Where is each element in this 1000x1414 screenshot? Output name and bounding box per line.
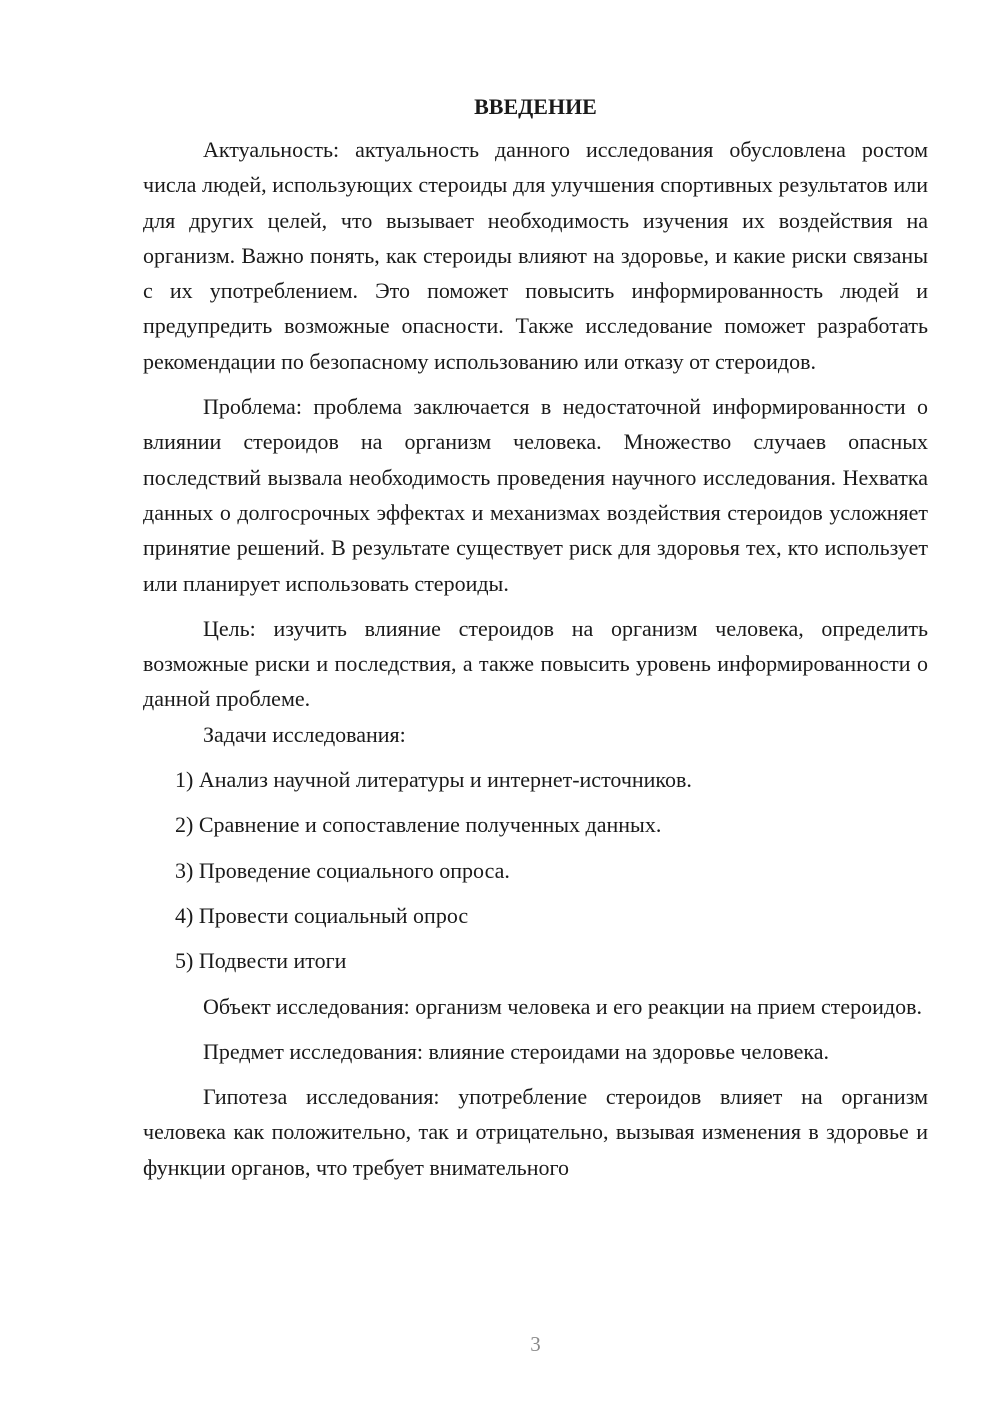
tasks-heading: Задачи исследования: xyxy=(203,721,406,747)
tasks-list xyxy=(143,762,928,978)
object-paragraph: Объект исследования: организм человека и его реакции на прием стероидов. xyxy=(203,993,922,1019)
page-number: 3 xyxy=(530,1332,541,1356)
list-item: 5) Подвести итоги xyxy=(175,948,347,974)
list-item: 3) Проведение социального опроса. xyxy=(175,857,510,883)
subject-paragraph: Предмет исследования: влияние стероидами на здоровье человека. xyxy=(203,1038,829,1064)
relevance-paragraph: Актуальность: актуальность данного исследования обусловлена ростом числа людей, использующих стероиды для улучшения спортивных результатов или для других целей, что вызывает необходимость изучения их воздействия на организм. Важно понять, как стероиды влияют на здоровье, и какие риски связаны с их употреблением. Это поможет повысить информированность людей и предупредить возможные опасности. Также исследование поможет разработать рекомендации по безопасному использованию или отказу от стероидов. xyxy=(143,137,928,374)
list-item: 4) Провести социальный опрос xyxy=(175,902,469,928)
document-page xyxy=(143,92,928,1185)
list-item: 2) Сравнение и сопоставление полученных данных. xyxy=(175,812,662,838)
section-title: ВВЕДЕНИЕ xyxy=(474,94,597,119)
list-item: 1) Анализ научной литературы и интернет-источников. xyxy=(175,767,692,793)
hypothesis-paragraph: Гипотеза исследования: употребление стероидов влияет на организм человека как положительно, так и отрицательно, вызывая изменения в здоровье и функции органов, что требует внимательного xyxy=(143,1084,928,1180)
problem-paragraph: Проблема: проблема заключается в недостаточной информированности о влиянии стероидов на организм человека. Множество случаев опасных последствий вызвала необходимость проведения научного исследования. Нехватка данных о долгосрочных эффектах и механизмах воздействия стероидов усложняет принятие решений. В результате существует риск для здоровья тех, кто использует или планирует использовать стероиды. xyxy=(143,394,928,596)
goal-paragraph: Цель: изучить влияние стероидов на организм человека, определить возможные риски и последствия, а также повысить уровень информированности о данной проблеме. xyxy=(143,615,928,712)
